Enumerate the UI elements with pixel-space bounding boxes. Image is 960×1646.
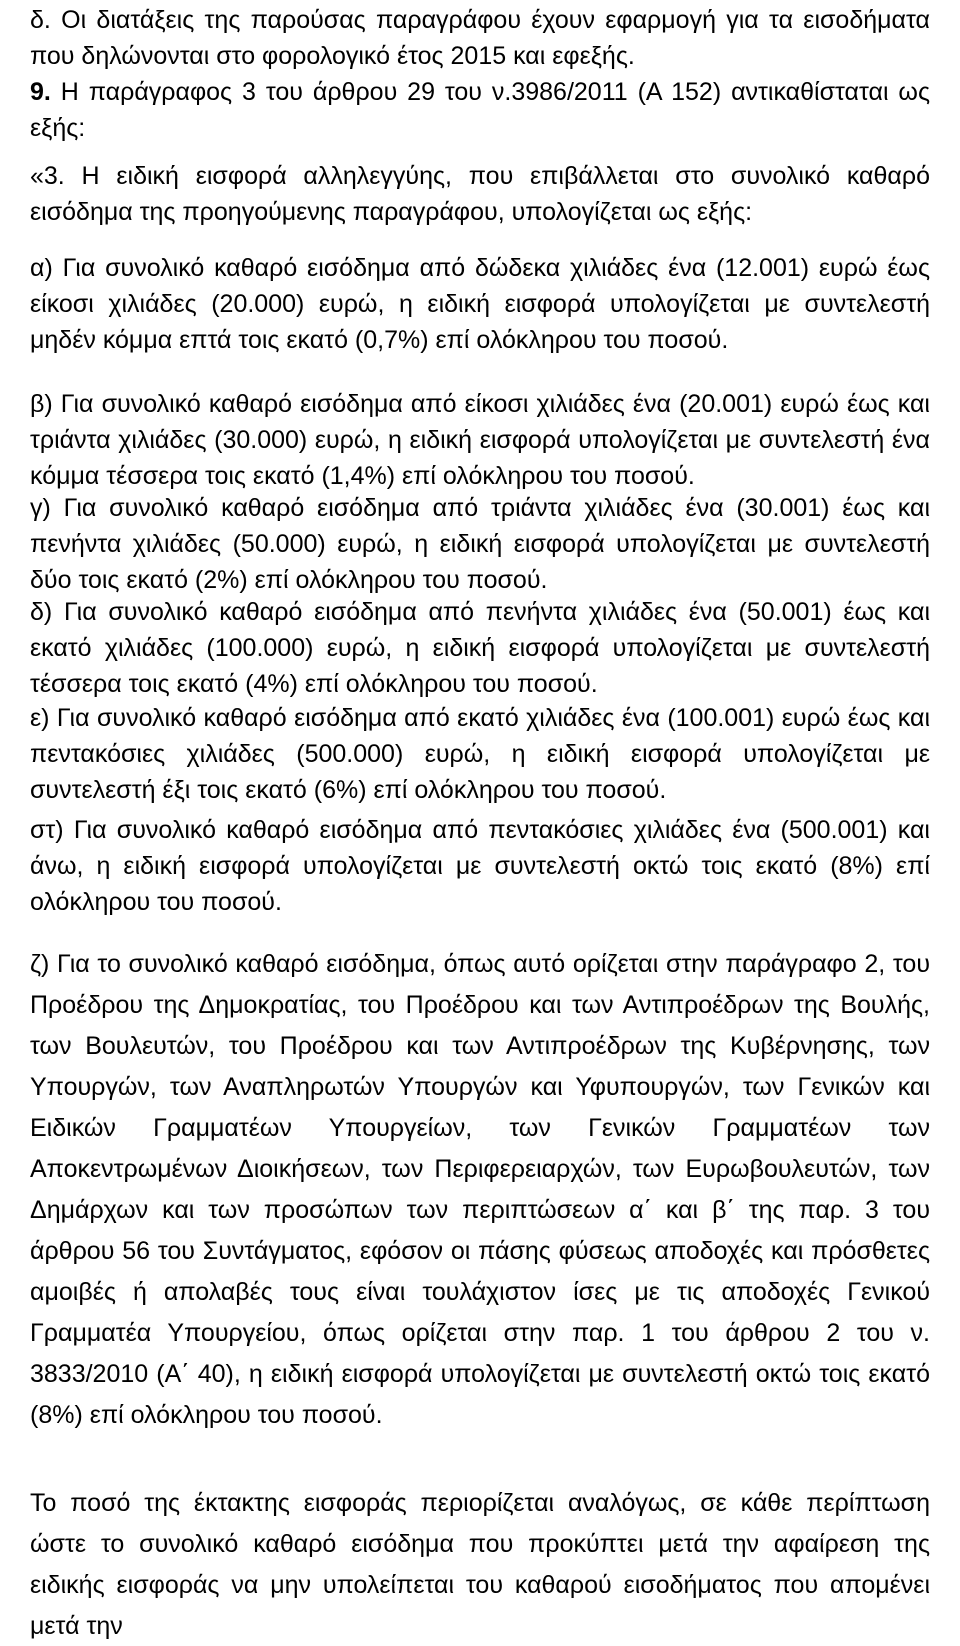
paragraph-item-c: γ) Για συνολικό καθαρό εισόδημα από τριάντα χιλιάδες ένα (30.001) έως και πενήντα χιλιάδες (50.000) ευρώ, η ειδική εισφορά υπολογίζεται με συντελεστή δύο τοις εκατό (2%) επί ολόκληρου του ποσού.	[30, 494, 930, 594]
paragraph-delta: δ. Οι διατάξεις της παρούσας παραγράφου έχουν εφαρμογή για τα εισοδήματα που δηλώνονται στο φορολογικό έτος 2015 και εφεξής.	[30, 6, 930, 70]
paragraph-item-d: δ) Για συνολικό καθαρό εισόδημα από πενήντα χιλιάδες ένα (50.001) έως και εκατό χιλιάδες (100.000) ευρώ, η ειδική εισφορά υπολογίζεται με συντελεστή τέσσερα τοις εκατό (4%) επί ολόκληρου του ποσού.	[30, 598, 930, 698]
paragraph-9-text: Η παράγραφος 3 του άρθρου 29 του ν.3986/2011 (Α 152) αντικαθίσταται ως εξής:	[30, 78, 930, 142]
paragraph-item-b: β) Για συνολικό καθαρό εισόδημα από είκοσι χιλιάδες ένα (20.001) ευρώ έως και τριάντα χιλιάδες (30.000) ευρώ, η ειδική εισφορά υπολογίζεται με συντελεστή ένα κόμμα τέσσερα τοις εκατό (1,4%) επί ολόκληρου του ποσού.	[30, 390, 930, 490]
paragraph-item-a: α) Για συνολικό καθαρό εισόδημα από δώδεκα χιλιάδες ένα (12.001) ευρώ έως είκοσι χιλιάδες (20.000) ευρώ, η ειδική εισφορά υπολογίζεται με συντελεστή μηδέν κόμμα επτά τοις εκατό (0,7%) επί ολόκληρου του ποσού.	[30, 254, 930, 354]
paragraph-9-label: 9.	[30, 78, 51, 106]
paragraph-item-st: στ) Για συνολικό καθαρό εισόδημα από πεντακόσιες χιλιάδες ένα (500.001) και άνω, η ειδική εισφορά υπολογίζεται με συντελεστή οκτώ τοις εκατό (8%) επί ολόκληρου του ποσού.	[30, 816, 930, 916]
paragraph-intro: «3. Η ειδική εισφορά αλληλεγγύης, που επιβάλλεται στο συνολικό καθαρό εισόδημα της προηγούμενης παραγράφου, υπολογίζεται ως εξής:	[30, 162, 930, 226]
paragraph-limit: Το ποσό της έκτακτης εισφοράς περιορίζεται αναλόγως, σε κάθε περίπτωση ώστε το συνολικό καθαρό εισόδημα που προκύπτει μετά την αφαίρεση της ειδικής εισφοράς να μην υπολείπεται του καθαρού εισοδήματος που απομένει μετά την	[30, 1489, 930, 1640]
paragraph-9	[30, 74, 930, 146]
paragraph-item-e: ε) Για συνολικό καθαρό εισόδημα από εκατό χιλιάδες ένα (100.001) ευρώ έως και πεντακόσιες χιλιάδες (500.000) ευρώ, η ειδική εισφορά υπολογίζεται με συντελεστή έξι τοις εκατό (6%) επί ολόκληρου του ποσού.	[30, 704, 930, 804]
paragraph-item-z: ζ) Για το συνολικό καθαρό εισόδημα, όπως αυτό ορίζεται στην παράγραφο 2, του Προέδρου της Δημοκρατίας, του Προέδρου και των Αντιπροέδρων της Βουλής, των Βουλευτών, του Προέδρου και των Αντιπροέδρων της Κυβέρνησης, των Υπουργών, των Αναπληρωτών Υπουργών και Υφυπουργών, των Γενικών και Ειδικών Γραμματέων Υπουργείων, των Γενικών Γραμματέων των Αποκεντρωμένων Διοικήσεων, των Περιφερειαρχών, των Ευρωβουλευτών, των Δημάρχων και των προσώπων των περιπτώσεων α΄ και β΄ της παρ. 3 του άρθρου 56 του Συντάγματος, εφόσον οι πάσης φύσεως αποδοχές και πρόσθετες αμοιβές ή απολαβές τους είναι τουλάχιστον ίσες με τις αποδοχές Γενικού Γραμματέα Υπουργείου, όπως ορίζεται στην παρ. 1 του άρθρου 2 του ν. 3833/2010 (Α΄ 40), η ειδική εισφορά υπολογίζεται με συντελεστή οκτώ τοις εκατό (8%) επί ολόκληρου του ποσού.	[30, 950, 930, 1429]
